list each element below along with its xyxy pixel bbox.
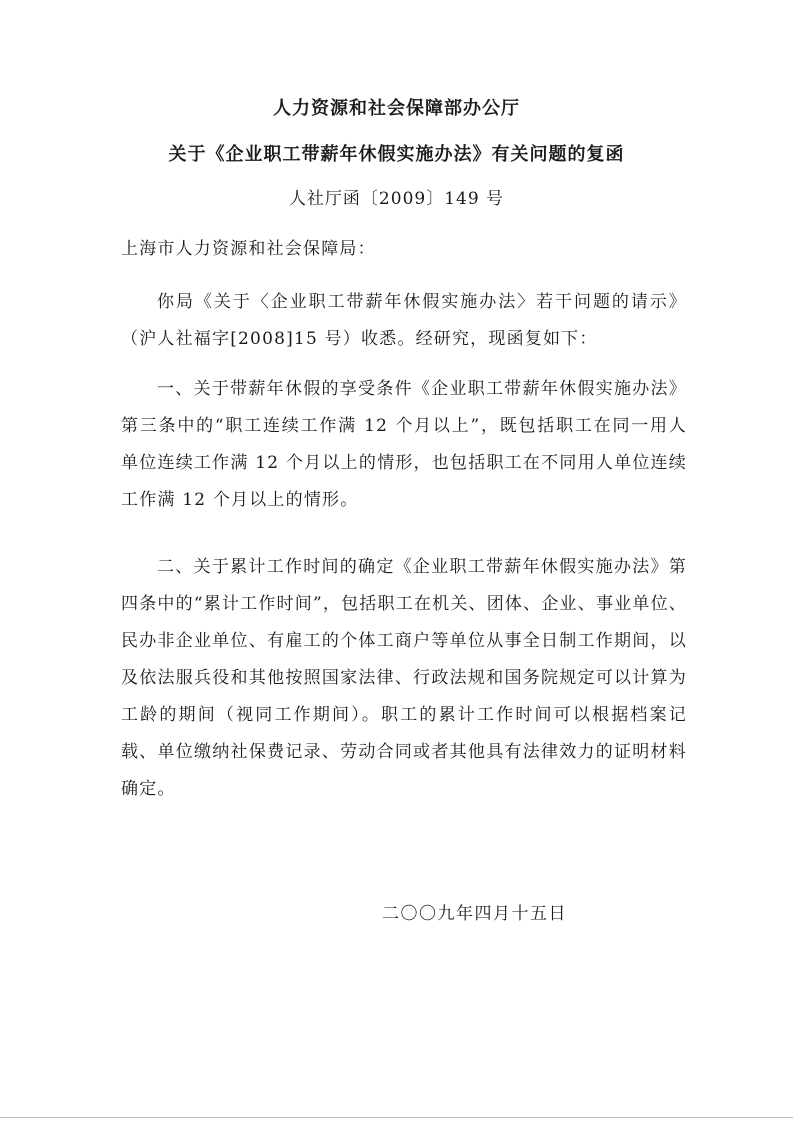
addressee: 上海市人力资源和社会保障局： [121,239,376,259]
issuer-title: 人力资源和社会保障部办公厅 [273,98,520,119]
document-number: 人社厅函〔2009〕149 号 [288,189,505,209]
document-subject: 关于《企业职工带薪年休假实施办法》有关问题的复函 [168,144,625,165]
paragraph-item-one: 一、关于带薪年休假的享受条件《企业职工带薪年休假实施办法》第三条中的“职工连续工作满 12 个月以上”，既包括职工在同一用人单位连续工作满 12 个月以上的情形，也包括职工在不同用人单位连续工作满 12 个月以上的情形。 [121,379,687,510]
paragraph-item-two: 二、关于累计工作时间的确定《企业职工带薪年休假实施办法》第四条中的“累计工作时间”，包括职工在机关、团体、企业、事业单位、民办非企业单位、有雇工的个体工商户等单位从事全日制工作期间，以及依法服兵役和其他按照国家法律、行政法规和国务院规定可以计算为工龄的期间（视同工作期间）。职工的累计工作时间可以根据档案记载、单位缴纳社保费记录、劳动合同或者其他具有法律效力的证明材料确定。 [121,557,687,799]
paragraph-intro: 你局《关于〈企业职工带薪年休假实施办法〉若干问题的请示》（沪人社福字[2008]15 号）收悉。经研究，现函复如下： [121,292,687,349]
issue-date: 二〇〇九年四月十五日 [382,904,567,924]
page-bottom-divider [0,1117,793,1118]
